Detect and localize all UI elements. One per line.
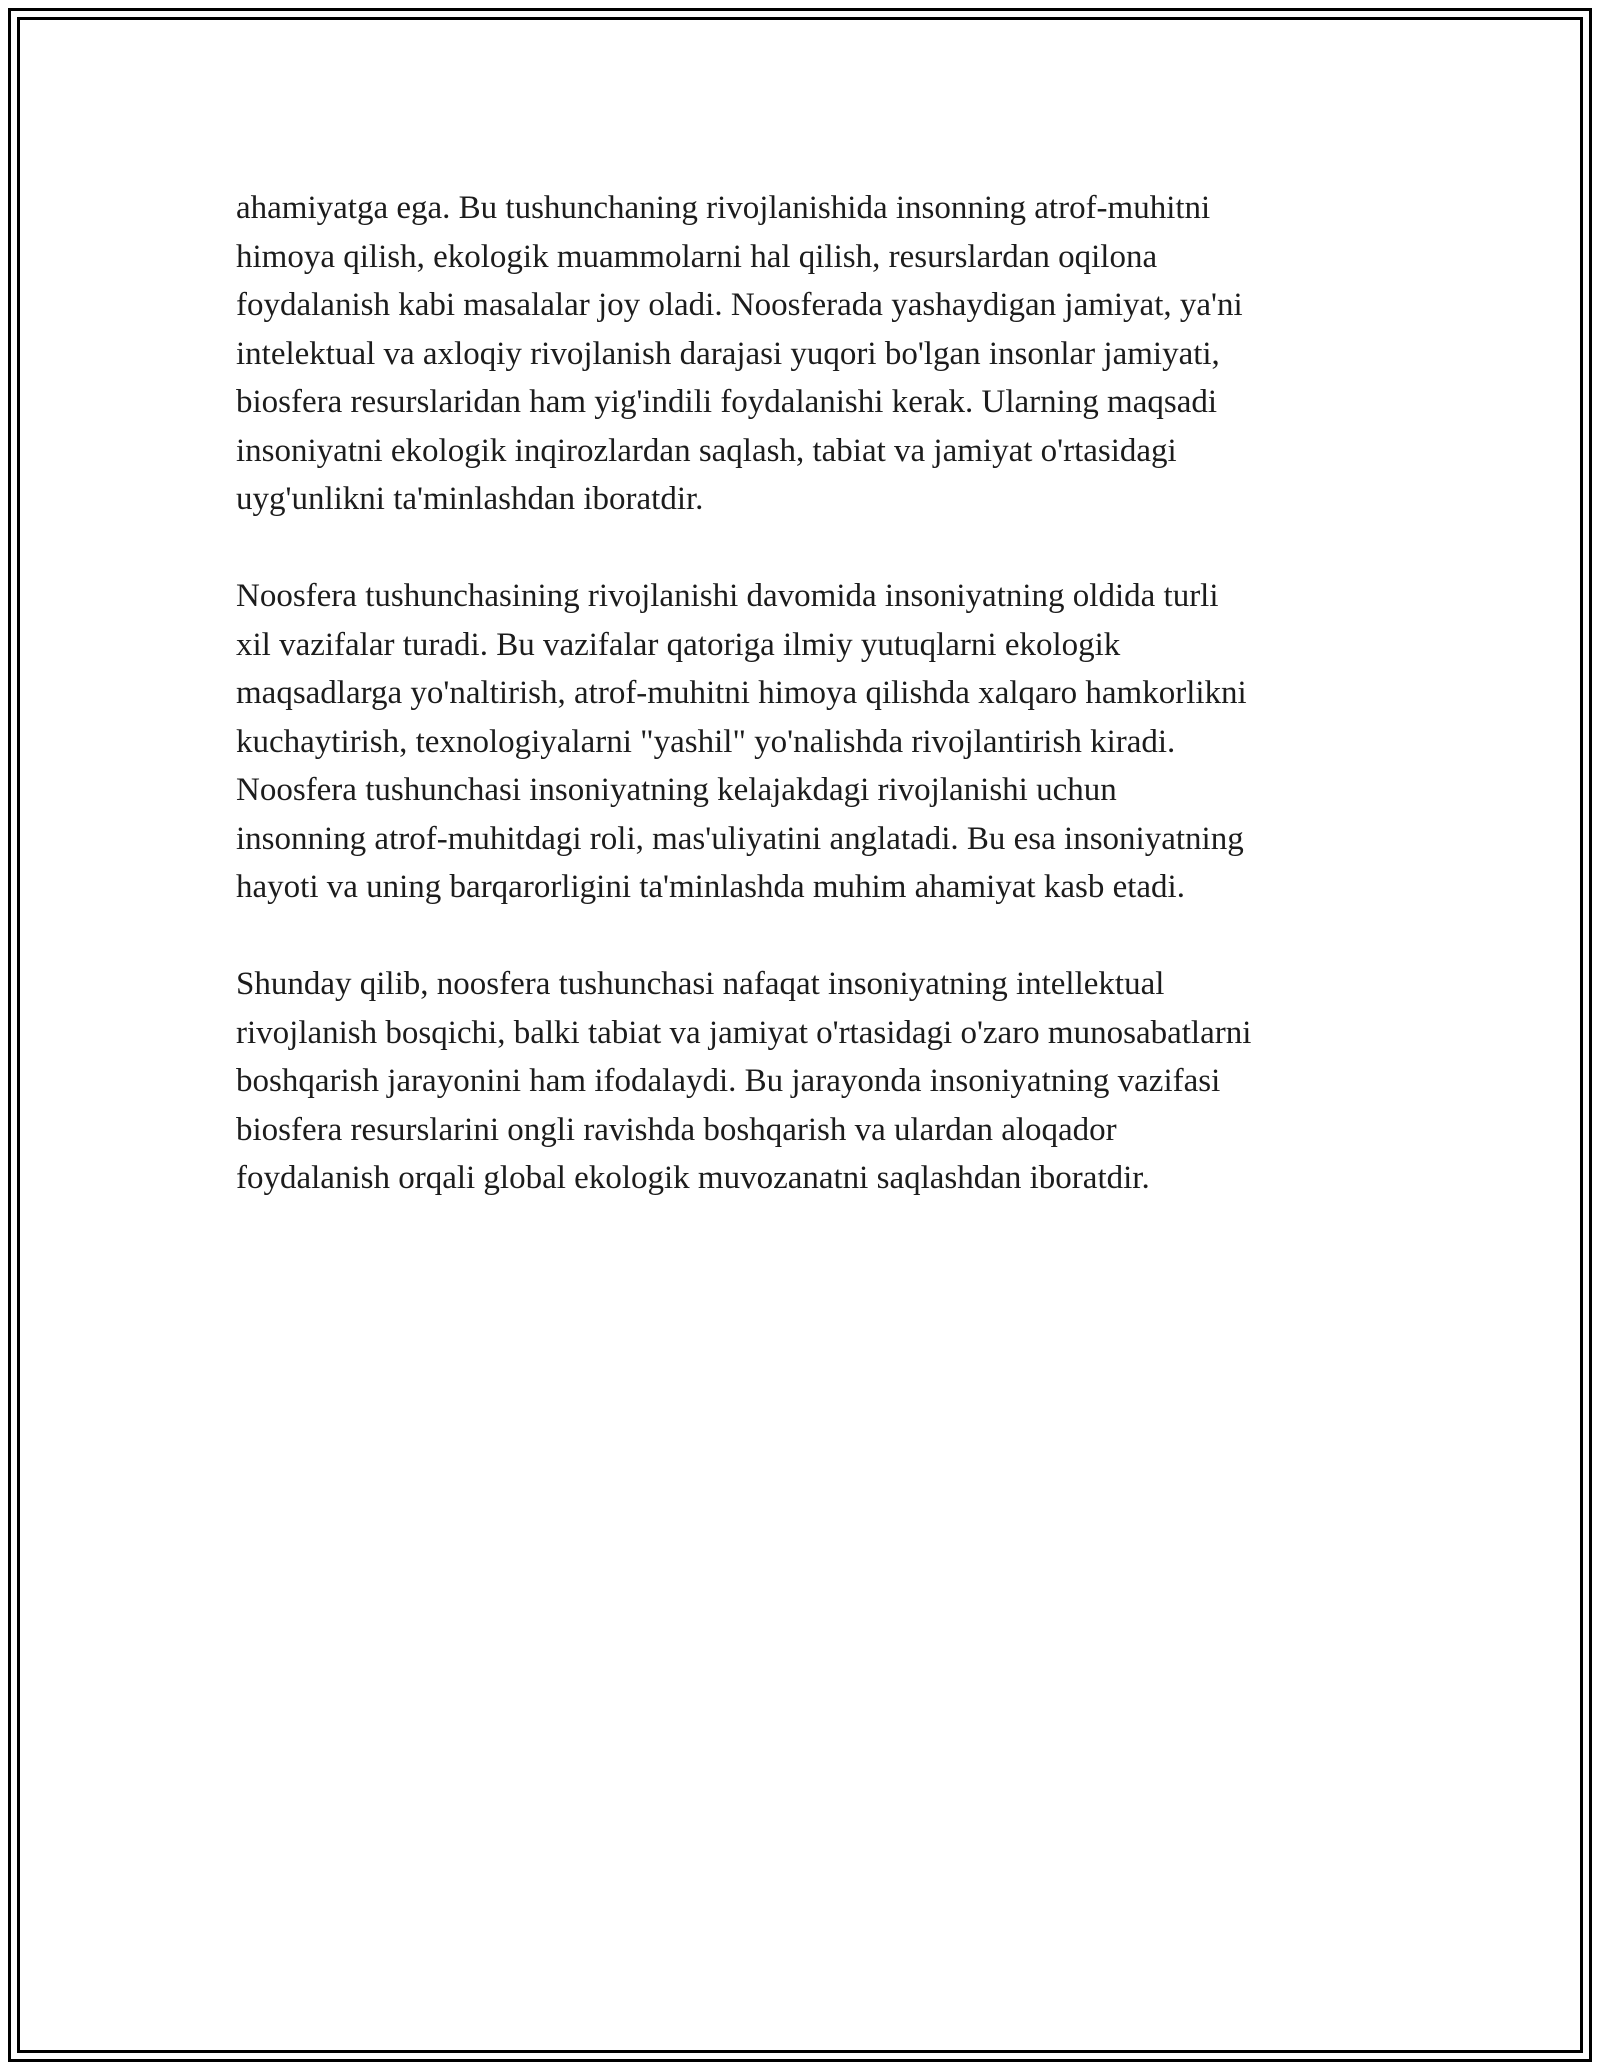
text-line: biosfera resurslarini ongli ravishda boshqarish va ulardan aloqador	[236, 1111, 1117, 1148]
text-line: Shunday qilib, noosfera tushunchasi nafaqat insoniyatning intellektual	[236, 966, 1165, 1002]
text-line: xil vazifalar turadi. Bu vazifalar qatoriga ilmiy yutuqlarni ekologik	[236, 626, 1121, 663]
text-line: biosfera resurslaridan ham yig'indili foydalanishi kerak. Ularning maqsadi	[236, 384, 1218, 420]
paragraph-3	[236, 960, 1376, 1203]
text-line: himoya qilish, ekologik muammolarni hal qilish, resurslardan oqilona	[236, 238, 1158, 275]
text-line: intelektual va axloqiy rivojlanish darajasi yuqori bo'lgan insonlar jamiyati,	[236, 335, 1220, 372]
text-line: foydalanish kabi masalalar joy oladi. Noosferada yashaydigan jamiyat, ya'ni	[236, 287, 1243, 323]
text-line: Noosfera tushunchasi insoniyatning kelajakdagi rivojlanishi uchun	[236, 772, 1117, 808]
text-line: maqsadlarga yo'naltirish, atrof-muhitni himoya qilishda xalqaro hamkorlikni	[236, 675, 1247, 711]
text-line: insoniyatni ekologik inqirozlardan saqlash, tabiat va jamiyat o'rtasidagi	[236, 432, 1177, 469]
text-line: foydalanish orqali global ekologik muvozanatni saqlashdan iboratdir.	[236, 1160, 1150, 1196]
text-line: rivojlanish bosqichi, balki tabiat va jamiyat o'rtasidagi o'zaro munosabatlarni	[236, 1014, 1252, 1051]
text-line: hayoti va uning barqarorligini ta'minlashda muhim ahamiyat kasb etadi.	[236, 869, 1185, 905]
paragraph-1	[236, 184, 1376, 524]
text-line: kuchaytirish, texnologiyalarni "yashil" yo'nalishda rivojlantirish kiradi.	[236, 723, 1176, 760]
paragraph-2	[236, 572, 1376, 912]
document-body	[236, 184, 1376, 1251]
text-line: ahamiyatga ega. Bu tushunchaning rivojlanishida insonning atrof-muhitni	[236, 190, 1211, 226]
text-line: insonning atrof-muhitdagi roli, mas'uliyatini anglatadi. Bu esa insoniyatning	[236, 820, 1244, 857]
text-line: Noosfera tushunchasining rivojlanishi davomida insoniyatning oldida turli	[236, 578, 1219, 614]
text-line: uyg'unlikni ta'minlashdan iboratdir.	[236, 481, 704, 517]
text-line: boshqarish jarayonini ham ifodalaydi. Bu jarayonda insoniyatning vazifasi	[236, 1063, 1221, 1099]
